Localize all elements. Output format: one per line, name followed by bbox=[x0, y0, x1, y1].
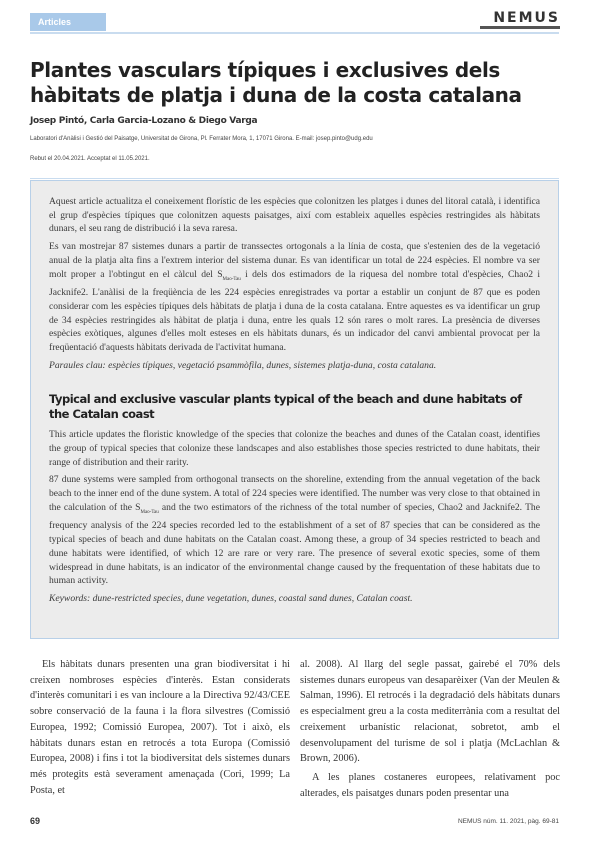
divider bbox=[30, 178, 559, 179]
keywords-ca: Paraules clau: espècies típiques, vegetació psammòfila, dunes, sistemes platja-duna, costa catalana. bbox=[49, 359, 437, 371]
header-divider bbox=[30, 32, 559, 34]
journal-logo bbox=[480, 11, 560, 29]
article-title: Plantes vasculars típiques i exclusives dels hàbitats de platja i duna de la costa catalana bbox=[30, 58, 522, 107]
body-column-right bbox=[300, 657, 560, 804]
logo-text: NEMUS bbox=[493, 10, 560, 26]
abstract-en-p2 bbox=[49, 473, 540, 588]
keywords-en: Keywords: dune-restricted species, dune vegetation, dunes, coastal sand dunes, Catalan coast. bbox=[49, 592, 413, 604]
logo-underline bbox=[480, 26, 560, 29]
subscript: Mao-Tau bbox=[140, 509, 159, 515]
abstract-box bbox=[30, 180, 559, 639]
text: Es van mostrejar 87 sistemes dunars a partir de transsectes ortogonals a la línia de costa, que s'estenien des de la vegetació anual de la platja alta fins a l'extrem interior del sistema dunar. Es van identificar un total de 224 espècies. El nombre va ser molt proper a l'obtingut en el càlcul del S bbox=[49, 241, 540, 280]
journal-reference: NEMUS núm. 11. 2021, pàg. 69-81 bbox=[457, 818, 559, 825]
body-paragraph: Els hàbitats dunars presenten una gran biodiversitat i hi creixen nombroses espècies d'interès. Estan considerats d'interès comunitari i es van incloure a la Directiva 92/43/CEE sobre conservació de la fauna i la flora silvestres (Comissió Europea, 1992; Comissió Europea, 2007). Tot i això, els hàbitats dunars estan en retrocés a tota Europa (Comissió Europea, 2008) i fins i tot la biodiversitat dels sistemes dunars més protegits està severament amenaçada (Cori, 1999; La Posta, et bbox=[30, 659, 290, 796]
subscript: Mao-Tau bbox=[222, 276, 241, 282]
page-number: 69 bbox=[30, 816, 41, 826]
text: and the two estimators of the richness of the total number of species, Chao2 and Jacknife2. The frequency analysis of the 224 species recorded led to the establishment of a set of 87 species that can be considered as the typical species of beach and dune habitats on the Catalan coast. Among these, a group of 34 species restricted to beach and dune habitats were identified, of which 12 are rare or very rare. The presence of several exotic species, some of them widespread in dune habitats, is an indicator of the environmental change caused by the frequentation of these habitats due to human activity. bbox=[49, 501, 540, 587]
affiliation: Laboratori d'Anàlisi i Gestió del Paisatge, Universitat de Girona, Pl. Ferrater Mora, 1, 17071 Girona. E-mail: josep.pinto@udg.edu bbox=[30, 136, 373, 142]
text: i dels dos estimadors de la riquesa del nombre total d'espècies, Chao2 i Jacknife2. L'anàlisi de la freqüència de les 224 espècies enregistrades va portar a establir un conjunt de 87 que es poden considerar com les espècies típiques dels hàbitats de platja i duna de la costa catalana. Entre aquestes es va identificar un grup de 34 espècies restringides als hàbitat de platja i duna, entre les quals 12 són rares o molt rares. La presència de diverses espècies exòtiques, algunes d'elles molt esteses en els hàbitats dunars, és un indicador del canvi ambiental provocat per la freqüentació d'aquests hàbitats derivada de l'activitat humana. bbox=[49, 268, 540, 353]
body-paragraph: A les planes costaneres europees, relativament poc alterades, els paisatges dunars poden presentar una bbox=[300, 771, 560, 799]
text: 87 dune systems were sampled from orthogonal transects on the shoreline, extending from the annual vegetation of the back beach to the inner end of the dune system. A total of 224 species were identified. The number was very close to that obtained in the calculation of the S bbox=[49, 474, 540, 513]
english-title: Typical and exclusive vascular plants typical of the beach and dune habitats of the Catalan coast bbox=[49, 392, 522, 422]
section-tag: Articles bbox=[30, 13, 106, 31]
abstract-en-p1: This article updates the floristic knowledge of the species that colonize the beaches and dunes of the Catalan coast, identifies the group of typical species that colonize these landscapes and also establishes those species restricted to dune habitats, their range of distribution and their rarity. bbox=[49, 429, 540, 468]
abstract-ca-p1: Aquest article actualitza el coneixement florístic de les espècies que colonitzen les platges i dunes del litoral català, i identifica el grup d'espècies típiques que colonitzen aquests paisatges, així com estableix aquelles espècies restringides als hàbitats dunars, el seu rang de distribució i la seva raresa. bbox=[49, 196, 540, 235]
authors: Josep Pintó, Carla Garcia-Lozano & Diego Varga bbox=[30, 116, 258, 126]
body-column-left bbox=[30, 657, 290, 801]
abstract-ca-p2 bbox=[49, 240, 540, 355]
body-paragraph: al. 2008). Al llarg del segle passat, gairebé el 70% dels sistemes dunars europeus van desaparèixer (Van der Meulen & Salman, 1996). El retrocés i la degradació dels hàbitats dunars es especialment greu a la costa mediterrània com a resultat del creixement urbanístic relacionat, sobretot, amb el desenvolupament del turisme de sol i platja (McLachlan & Brown, 2006). bbox=[300, 659, 560, 765]
received-accepted-dates: Rebut el 20.04.2021. Acceptat el 11.05.2021. bbox=[30, 156, 150, 162]
